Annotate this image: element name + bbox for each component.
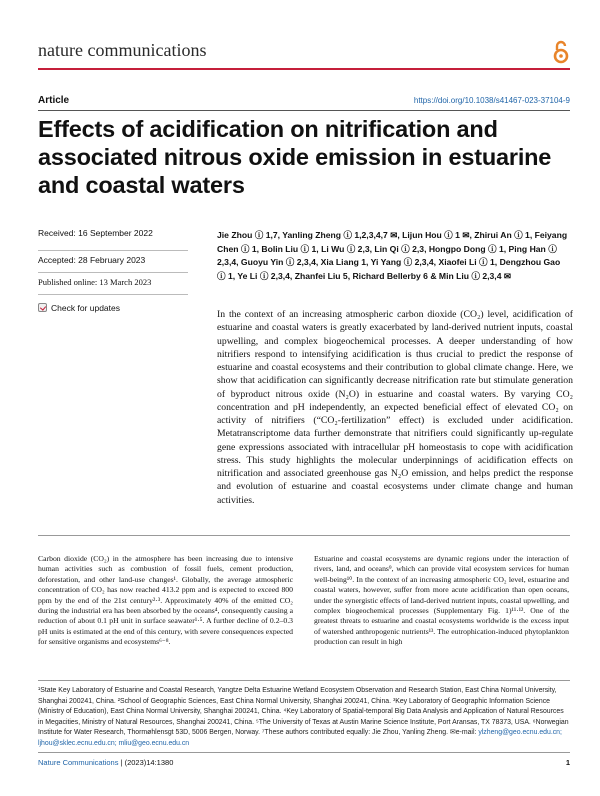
affiliations — [38, 686, 570, 750]
footer-volume: | (2023)14:1380 — [118, 758, 174, 767]
email-links[interactable]: ylzheng@geo.ecnu.edu.cn; ljhou@sklec.ecnu.edu.cn; mliu@geo.ecnu.edu.cn — [38, 729, 562, 747]
check-for-updates-button[interactable] — [38, 294, 188, 316]
article-title: Effects of acidification on nitrification and associated nitrous oxide emission in estuarine and coastal waters — [38, 116, 552, 198]
article-dates — [38, 228, 188, 316]
header-rule — [38, 68, 570, 70]
published-date: Published online: 13 March 2023 — [38, 272, 188, 294]
check-for-updates-icon — [38, 303, 47, 312]
abstract: In the context of an increasing atmospheric carbon dioxide (CO₂) level, acidification of estuarine and coastal waters is greatly exacerbated by land-derived nutrient inputs, coastal upwelling, and complex biogeochemical processes. A deeper understanding of how nitrifiers respond to intensifying acidification is thus crucial to predict the response of estuarine and coastal ecosystems and their contribution to global climate change. Here, we show that acidification can significantly decrease nitrification rate but stimulate generation of byproduct nitrous oxide (N₂O) in estuarine and coastal waters. By varying CO₂ concentration and pH independently, an expected beneficial effect of elevated CO₂ on activity of nitrifiers (“CO₂-fertilization” effect) is excluded under acidification. Metatranscriptome data further demonstrate that nitrifiers could significantly up-regulate gene expressions associated with intracellular pH homeostasis to cope with acidification stress. This study highlights the molecular underpinnings of acidification effects on nitrification and associated greenhouse gas N₂O emission, and helps predict the response and evolution of estuarine and coastal ecosystems under climate change and human activities. — [217, 309, 573, 506]
affiliations-text: ¹State Key Laboratory of Estuarine and Coastal Research, Yangtze Delta Estuarine Wetland Ecosystem Observation and Research Station, East China Normal University, Shanghai 200241, China. ²School of Geographic Sciences, East China Normal University, Shanghai 200241, China. ³Key Laboratory of Geographic Information Science (Ministry of Education), East China Normal University, Shanghai 200241, China. ⁴Key Laboratory of Spatial-temporal Big Data Analysis and Application of Natural Resources in Megacities, Ministry of Natural Resources, Shanghai 200241, China. ⁵The University of Texas at Austin Marine Science Institute, Port Aransas, TX 78373, USA. ⁶Norwegian Institute for Water Research, Thormøhlensgt 53D, 5006 Bergen, Norway. ⁷These authors contributed equally: Jie Zhou, Yanling Zheng. ✉e-mail: — [38, 687, 569, 737]
title-rule — [38, 110, 570, 111]
footer-citation — [38, 758, 173, 767]
footer-journal[interactable]: Nature Communications — [38, 758, 119, 767]
check-for-updates-label: Check for updates — [51, 302, 120, 313]
body-column-1: Carbon dioxide (CO₂) in the atmosphere has been increasing due to intensive human activities such as combustion of fossil fuels, cement production, deforestation, and other land-use changes¹. Globally, the average atmospheric concentration of CO₂ has now reached 413.2 ppm and is expected to exceed 800 ppm by the end of the 21st century²·³. Approximately 40% of the emitted CO₂ during the industrial era has been absorbed by the oceans⁴, consequently causing a reduction of about 0.1 pH unit in surface seawater¹·⁵. A further decline of 0.2–0.3 pH units is estimated at the end of this century, with severe consequences expected for sensitive organisms and ecosystems⁶⁻⁸. — [38, 554, 293, 647]
affiliations-rule — [38, 680, 570, 681]
abstract-rule — [38, 535, 570, 536]
accepted-date: Accepted: 28 February 2023 — [38, 250, 188, 272]
author-list: Jie Zhou ⓘ 1,7, Yanling Zheng ⓘ 1,2,3,4,7 ✉, Lijun Hou ⓘ 1 ✉, Zhirui An ⓘ 1, Feiyang Chen ⓘ 1, Bolin Liu ⓘ 1, Li Wu ⓘ 2,3, Lin Qi ⓘ 2,3, Hongpo Dong ⓘ 1, Ping Han ⓘ 2,3,4, Guoyu Yin ⓘ 2,3,4, Xia Liang 1, Yi Yang ⓘ 2,3,4, Xiaofei Li ⓘ 1, Dengzhou Gao ⓘ 1, Ye Li ⓘ 2,3,4, Zhanfei Liu 5, Richard Bellerby 6 & Min Liu ⓘ 2,3,4 ✉ — [217, 230, 568, 282]
received-date: Received: 16 September 2022 — [38, 228, 153, 238]
doi-link[interactable]: https://doi.org/10.1038/s41467-023-37104-9 — [413, 96, 570, 105]
article-type: Article — [38, 95, 70, 106]
footer-rule — [38, 752, 570, 753]
open-access-icon[interactable] — [551, 40, 571, 64]
page-number: 1 — [565, 758, 570, 767]
journal-name: nature communications — [38, 40, 207, 60]
body-column-2: Estuarine and coastal ecosystems are dynamic regions under the interaction of rivers, land, and oceans⁹, which can provide vital ecosystem services for human well-being¹⁰. In the context of an increasing atmospheric CO₂ level, estuarine and coastal waters, however, suffer from more acute acidification than open oceans, under the synergistic effects of land-derived nutrient inputs, coastal upwelling, and complex biogeochemical processes (Supplementary Fig. 1)¹¹·¹². One of the greatest threats to estuarine and coastal ecosystems worldwide is the excess input of watershed anthropogenic nutrients¹³. The eutrophication-induced phytoplankton production can result in high — [314, 554, 569, 647]
